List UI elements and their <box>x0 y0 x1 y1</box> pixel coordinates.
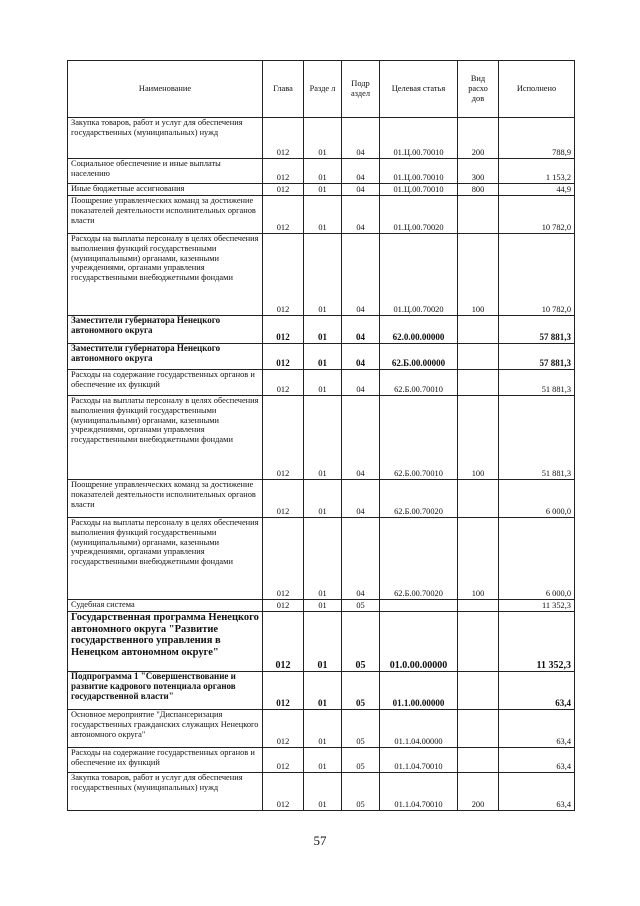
row-target: 01.1.04.70010 <box>380 748 458 773</box>
table-row <box>68 710 575 748</box>
row-subsection: 05 <box>342 773 380 811</box>
row-expense-type: 100 <box>458 518 499 600</box>
row-section: 01 <box>304 612 342 672</box>
row-expense-type <box>458 196 499 234</box>
row-target: 01.Ц.00.70010 <box>380 184 458 196</box>
row-subsection: 04 <box>342 396 380 480</box>
row-executed: 10 782,0 <box>499 196 575 234</box>
table-row <box>68 159 575 184</box>
row-subsection: 04 <box>342 480 380 518</box>
row-name: Расходы на содержание государственных органов и обеспечение их функций <box>68 748 263 773</box>
row-chapter: 012 <box>263 710 304 748</box>
row-chapter: 012 <box>263 234 304 316</box>
header-subsection: Подр аздел <box>342 61 380 118</box>
row-name: Судебная система <box>68 600 263 612</box>
table-row <box>68 773 575 811</box>
row-expense-type <box>458 672 499 710</box>
row-executed: 6 000,0 <box>499 480 575 518</box>
row-chapter: 012 <box>263 316 304 344</box>
row-section: 01 <box>304 344 342 370</box>
row-name: Заместители губернатора Ненецкого автономного округа <box>68 344 263 370</box>
row-executed: 51 881,3 <box>499 370 575 396</box>
header-chapter: Глава <box>263 61 304 118</box>
table-row <box>68 480 575 518</box>
row-expense-type <box>458 316 499 344</box>
row-executed: 44,9 <box>499 184 575 196</box>
row-section: 01 <box>304 118 342 159</box>
row-executed: 63,4 <box>499 672 575 710</box>
row-target: 01.1.00.00000 <box>380 672 458 710</box>
row-subsection: 04 <box>342 118 380 159</box>
row-expense-type <box>458 748 499 773</box>
row-name: Поощрение управленческих команд за достижение показателей деятельности исполнительных органов власти <box>68 480 263 518</box>
row-subsection: 04 <box>342 184 380 196</box>
row-chapter: 012 <box>263 370 304 396</box>
row-name: Закупка товаров, работ и услуг для обеспечения государственных (муниципальных) нужд <box>68 773 263 811</box>
row-chapter: 012 <box>263 159 304 184</box>
row-name: Расходы на выплаты персоналу в целях обеспечения выполнения функций государственными (муниципальными) органами, казенными учреждениями, органами управления государственными внебюджетными фондами <box>68 518 263 600</box>
row-expense-type <box>458 344 499 370</box>
row-expense-type <box>458 480 499 518</box>
row-expense-type <box>458 600 499 612</box>
table-row <box>68 396 575 480</box>
row-chapter: 012 <box>263 600 304 612</box>
row-section: 01 <box>304 196 342 234</box>
row-subsection: 05 <box>342 710 380 748</box>
row-expense-type <box>458 370 499 396</box>
row-expense-type: 300 <box>458 159 499 184</box>
row-section: 01 <box>304 234 342 316</box>
row-name: Социальное обеспечение и иные выплаты населению <box>68 159 263 184</box>
row-chapter: 012 <box>263 748 304 773</box>
table-row <box>68 344 575 370</box>
row-subsection: 05 <box>342 600 380 612</box>
row-target: 62.0.00.00000 <box>380 316 458 344</box>
row-target: 01.1.04.00000 <box>380 710 458 748</box>
table-row <box>68 600 575 612</box>
table-row <box>68 234 575 316</box>
row-section: 01 <box>304 773 342 811</box>
row-section: 01 <box>304 159 342 184</box>
row-subsection: 04 <box>342 234 380 316</box>
row-chapter: 012 <box>263 118 304 159</box>
row-section: 01 <box>304 370 342 396</box>
row-chapter: 012 <box>263 518 304 600</box>
row-expense-type: 800 <box>458 184 499 196</box>
row-target: 01.Ц.00.70020 <box>380 234 458 316</box>
header-expense-type: Вид расхо дов <box>458 61 499 118</box>
table-row <box>68 612 575 672</box>
row-section: 01 <box>304 316 342 344</box>
row-chapter: 012 <box>263 773 304 811</box>
row-executed: 63,4 <box>499 710 575 748</box>
row-executed: 6 000,0 <box>499 518 575 600</box>
header-executed: Исполнено <box>499 61 575 118</box>
row-name: Государственная программа Ненецкого автономного округа "Развитие государственного управления в Ненецком автономном округе" <box>68 612 263 672</box>
row-chapter: 012 <box>263 396 304 480</box>
row-chapter: 012 <box>263 672 304 710</box>
row-executed: 63,4 <box>499 748 575 773</box>
row-name: Поощрение управленческих команд за достижение показателей деятельности исполнительных органов власти <box>68 196 263 234</box>
row-target: 01.1.04.70010 <box>380 773 458 811</box>
row-target: 01.0.00.00000 <box>380 612 458 672</box>
row-subsection: 05 <box>342 748 380 773</box>
row-subsection: 05 <box>342 672 380 710</box>
table-row <box>68 748 575 773</box>
budget-table <box>67 60 575 811</box>
row-name: Закупка товаров, работ и услуг для обеспечения государственных (муниципальных) нужд <box>68 118 263 159</box>
row-executed: 51 881,3 <box>499 396 575 480</box>
row-target: 01.Ц.00.70010 <box>380 118 458 159</box>
row-section: 01 <box>304 710 342 748</box>
row-name: Подпрограмма 1 "Совершенствование и развитие кадрового потенциала органов государственной власти" <box>68 672 263 710</box>
row-section: 01 <box>304 672 342 710</box>
row-expense-type: 200 <box>458 773 499 811</box>
row-executed: 57 881,3 <box>499 344 575 370</box>
row-subsection: 04 <box>342 344 380 370</box>
table-row <box>68 518 575 600</box>
row-name: Иные бюджетные ассигнования <box>68 184 263 196</box>
row-subsection: 04 <box>342 370 380 396</box>
row-executed: 10 782,0 <box>499 234 575 316</box>
row-expense-type <box>458 710 499 748</box>
row-executed: 57 881,3 <box>499 316 575 344</box>
table-row <box>68 672 575 710</box>
row-section: 01 <box>304 396 342 480</box>
row-subsection: 04 <box>342 159 380 184</box>
row-chapter: 012 <box>263 344 304 370</box>
row-chapter: 012 <box>263 480 304 518</box>
row-target <box>380 600 458 612</box>
table-row <box>68 196 575 234</box>
row-subsection: 05 <box>342 612 380 672</box>
row-target: 62.Б.00.70020 <box>380 480 458 518</box>
row-target: 62.Б.00.70010 <box>380 370 458 396</box>
row-name: Заместители губернатора Ненецкого автономного округа <box>68 316 263 344</box>
row-section: 01 <box>304 518 342 600</box>
row-name: Расходы на выплаты персоналу в целях обеспечения выполнения функций государственными (муниципальными) органами, казенными учреждениями, органами управления государственными внебюджетными фондами <box>68 396 263 480</box>
row-subsection: 04 <box>342 316 380 344</box>
header-row <box>68 61 575 118</box>
row-subsection: 04 <box>342 196 380 234</box>
row-chapter: 012 <box>263 184 304 196</box>
row-target: 62.Б.00.70020 <box>380 518 458 600</box>
row-name: Расходы на выплаты персоналу в целях обеспечения выполнения функций государственными (муниципальными) органами, казенными учреждениями, органами управления государственными внебюджетными фондами <box>68 234 263 316</box>
row-section: 01 <box>304 480 342 518</box>
row-target: 62.Б.00.00000 <box>380 344 458 370</box>
row-expense-type: 200 <box>458 118 499 159</box>
table-row <box>68 184 575 196</box>
row-name: Основное мероприятие "Диспансеризация государственных гражданских служащих Ненецкого автономного округа" <box>68 710 263 748</box>
row-section: 01 <box>304 748 342 773</box>
table-row <box>68 316 575 344</box>
row-chapter: 012 <box>263 196 304 234</box>
row-chapter: 012 <box>263 612 304 672</box>
row-target: 01.Ц.00.70020 <box>380 196 458 234</box>
table-row <box>68 118 575 159</box>
row-target: 62.Б.00.70010 <box>380 396 458 480</box>
row-expense-type: 100 <box>458 234 499 316</box>
row-name: Расходы на содержание государственных органов и обеспечение их функций <box>68 370 263 396</box>
row-executed: 63,4 <box>499 773 575 811</box>
table-row <box>68 370 575 396</box>
row-subsection: 04 <box>342 518 380 600</box>
page-number: 57 <box>313 833 327 848</box>
row-expense-type: 100 <box>458 396 499 480</box>
header-name: Наименование <box>68 61 263 118</box>
header-section: Разде л <box>304 61 342 118</box>
header-target: Целевая статья <box>380 61 458 118</box>
row-executed: 11 352,3 <box>499 612 575 672</box>
row-target: 01.Ц.00.70010 <box>380 159 458 184</box>
row-executed: 11 352,3 <box>499 600 575 612</box>
row-section: 01 <box>304 600 342 612</box>
row-executed: 1 153,2 <box>499 159 575 184</box>
row-expense-type <box>458 612 499 672</box>
row-executed: 788,9 <box>499 118 575 159</box>
row-section: 01 <box>304 184 342 196</box>
